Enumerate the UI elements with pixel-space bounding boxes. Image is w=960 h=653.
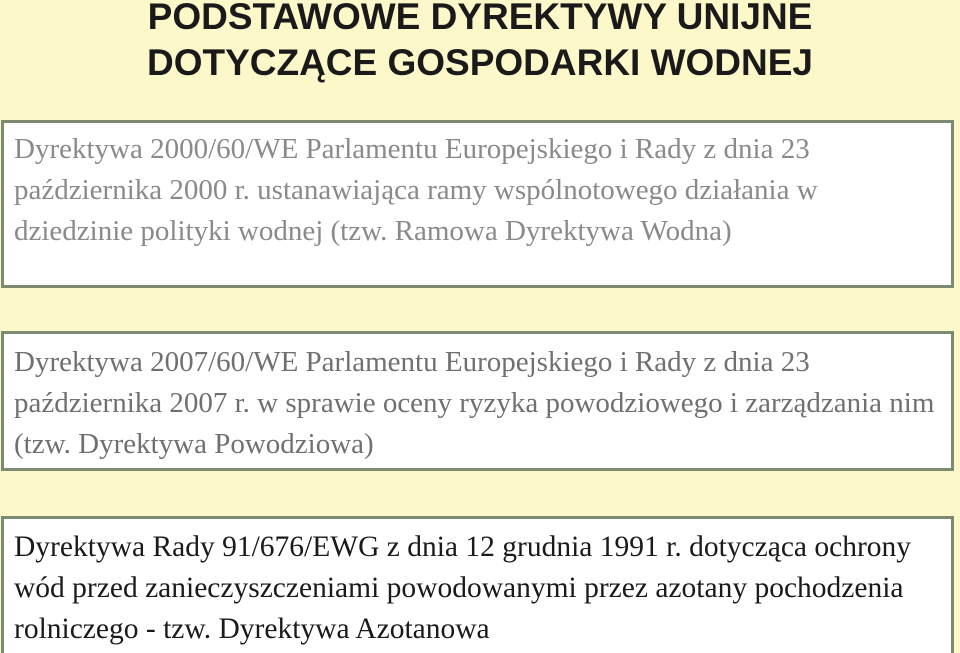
directive-box-nitrates — [1, 516, 954, 653]
directive-box-floods — [1, 331, 954, 471]
directive-text: Dyrektywa Rady 91/676/EWG z dnia 12 grudnia 1991 r. dotycząca ochrony wód przed zanieczyszczeniami powodowanymi przez azotany pochodzenia rolniczego - tzw. Dyrektywa Azotanowa — [14, 531, 912, 645]
directive-box-water-framework — [1, 120, 954, 288]
title-line-1: PODSTAWOWE DYREKTYWY UNIJNE — [147, 0, 813, 37]
directive-text: Dyrektywa 2007/60/WE Parlamentu Europejskiego i Rady z dnia 23 października 2007 r. w sprawie oceny ryzyka powodziowego i zarządzania nim (tzw. Dyrektywa Powodziowa) — [14, 346, 935, 460]
directive-text: Dyrektywa 2000/60/WE Parlamentu Europejskiego i Rady z dnia 23 października 2000 r. ustanawiająca ramy wspólnotowego działania w dziedzinie polityki wodnej (tzw. Ramowa Dyrektywa Wodna) — [14, 133, 818, 247]
title-line-2: DOTYCZĄCE GOSPODARKI WODNEJ — [146, 42, 814, 83]
page-title — [0, 0, 960, 86]
